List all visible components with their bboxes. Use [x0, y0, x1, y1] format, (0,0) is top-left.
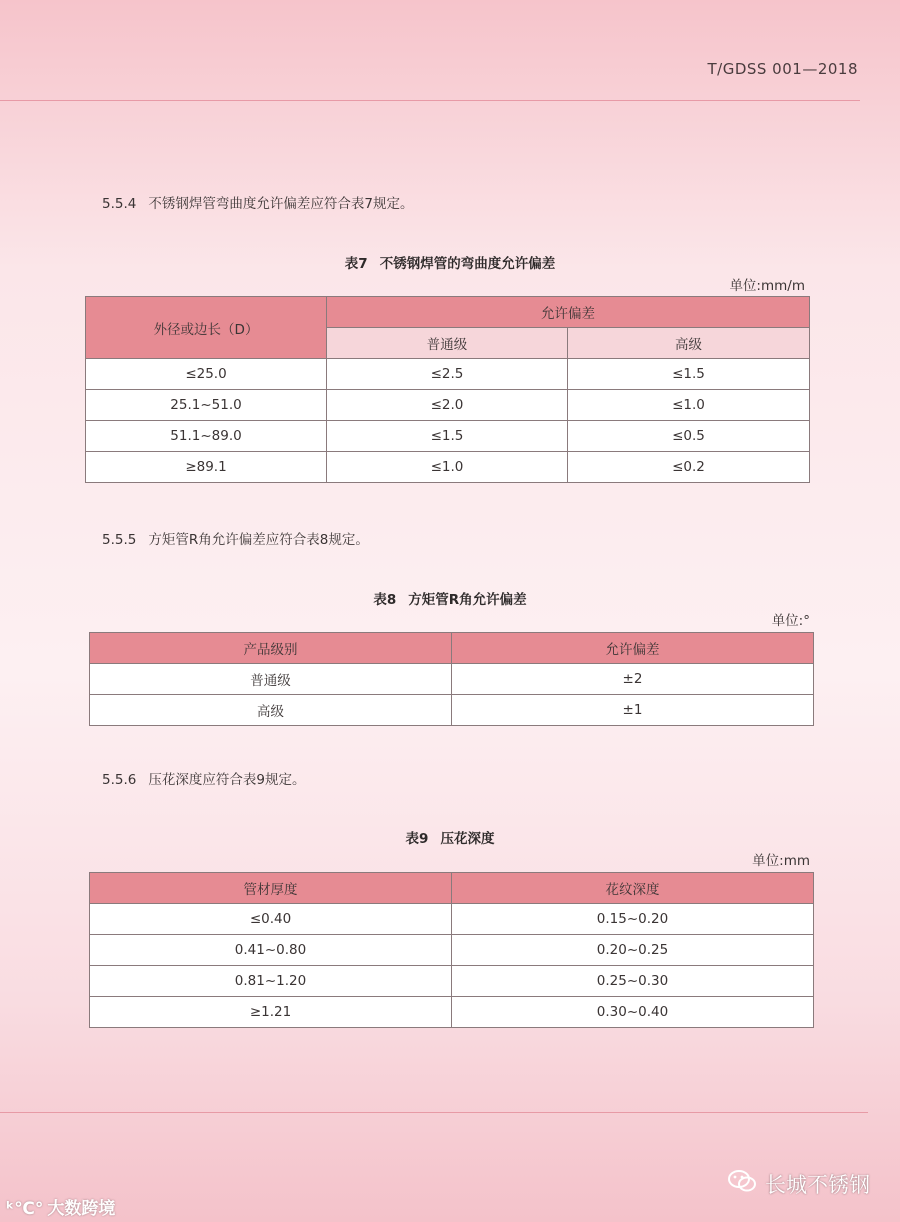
table9-header-thickness: 管材厚度 [90, 873, 452, 904]
watermark-left [6, 1194, 115, 1219]
table-cell: ≤1.0 [327, 452, 568, 483]
clause-5-5-5 [102, 528, 369, 548]
table9 [89, 872, 814, 1028]
table7-header-normal: 普通级 [327, 328, 568, 359]
table-cell: ≥1.21 [90, 997, 452, 1028]
watermark-left-text: 大数跨境 [47, 1199, 116, 1219]
table-cell: 51.1~89.0 [86, 421, 327, 452]
clause-number: 5.5.5 [102, 532, 137, 548]
table7-caption [0, 252, 900, 272]
clause-5-5-6 [102, 768, 305, 788]
table-row [86, 452, 810, 483]
table-cell: ≤0.40 [90, 904, 452, 935]
table7 [85, 296, 810, 483]
table-row [86, 359, 810, 390]
table-cell: 普通级 [90, 664, 452, 695]
table-title: 不锈钢焊管的弯曲度允许偏差 [379, 256, 556, 272]
footer-rule [0, 1112, 868, 1113]
table-title: 方矩管R角允许偏差 [408, 592, 527, 608]
doc-code: T/GDSS 001—2018 [707, 60, 858, 78]
table-number: 表9 [405, 831, 429, 847]
table8-caption [0, 588, 900, 608]
table-cell: 0.20~0.25 [452, 935, 814, 966]
table-cell: ≤1.5 [568, 359, 810, 390]
clause-number: 5.5.6 [102, 772, 137, 788]
table-cell: 25.1~51.0 [86, 390, 327, 421]
table-cell: 0.81~1.20 [90, 966, 452, 997]
wechat-icon [727, 1168, 757, 1199]
table8-header-tolerance: 允许偏差 [452, 633, 814, 664]
table-number: 表7 [344, 256, 368, 272]
table7-header-diameter: 外径或边长（D） [86, 297, 327, 359]
table-cell: 0.41~0.80 [90, 935, 452, 966]
table-cell: ±2 [452, 664, 814, 695]
table-row [90, 935, 814, 966]
table-cell: ≤2.5 [327, 359, 568, 390]
table-cell: 0.25~0.30 [452, 966, 814, 997]
table8-header-grade: 产品级别 [90, 633, 452, 664]
table7-header-high: 高级 [568, 328, 810, 359]
clause-text: 不锈钢焊管弯曲度允许偏差应符合表7规定。 [148, 196, 414, 212]
table-title: 压花深度 [440, 831, 495, 847]
clause-number: 5.5.4 [102, 196, 137, 212]
table-row [90, 695, 814, 726]
watermark-right-text: 长城不锈钢 [765, 1172, 870, 1197]
table7-unit: 单位:mm/m [729, 278, 805, 294]
header-rule [0, 100, 860, 101]
table-cell: ≤2.0 [327, 390, 568, 421]
table-cell: 0.15~0.20 [452, 904, 814, 935]
table-cell: 高级 [90, 695, 452, 726]
table-cell: ≤1.0 [568, 390, 810, 421]
clause-text: 压花深度应符合表9规定。 [148, 772, 306, 788]
table-cell: ≤0.5 [568, 421, 810, 452]
logo-icon: ᵏ℃° [6, 1199, 44, 1219]
table-cell: ≤0.2 [568, 452, 810, 483]
table8-unit: 单位:° [771, 613, 810, 629]
table-cell: ≤1.5 [327, 421, 568, 452]
clause-text: 方矩管R角允许偏差应符合表8规定。 [148, 532, 369, 548]
table-row [90, 904, 814, 935]
watermark-right [727, 1168, 870, 1199]
table-row [90, 966, 814, 997]
table-cell: ±1 [452, 695, 814, 726]
table-row [86, 390, 810, 421]
table9-header-depth: 花纹深度 [452, 873, 814, 904]
table-cell: ≥89.1 [86, 452, 327, 483]
table-row [86, 421, 810, 452]
table-row [90, 997, 814, 1028]
table-number: 表8 [373, 592, 397, 608]
clause-5-5-4 [102, 192, 413, 212]
table9-unit: 单位:mm [752, 853, 810, 869]
table-cell: ≤25.0 [86, 359, 327, 390]
table8 [89, 632, 814, 726]
table7-header-tolerance: 允许偏差 [327, 297, 810, 328]
table-row [90, 664, 814, 695]
table9-caption [0, 827, 900, 847]
table-cell: 0.30~0.40 [452, 997, 814, 1028]
